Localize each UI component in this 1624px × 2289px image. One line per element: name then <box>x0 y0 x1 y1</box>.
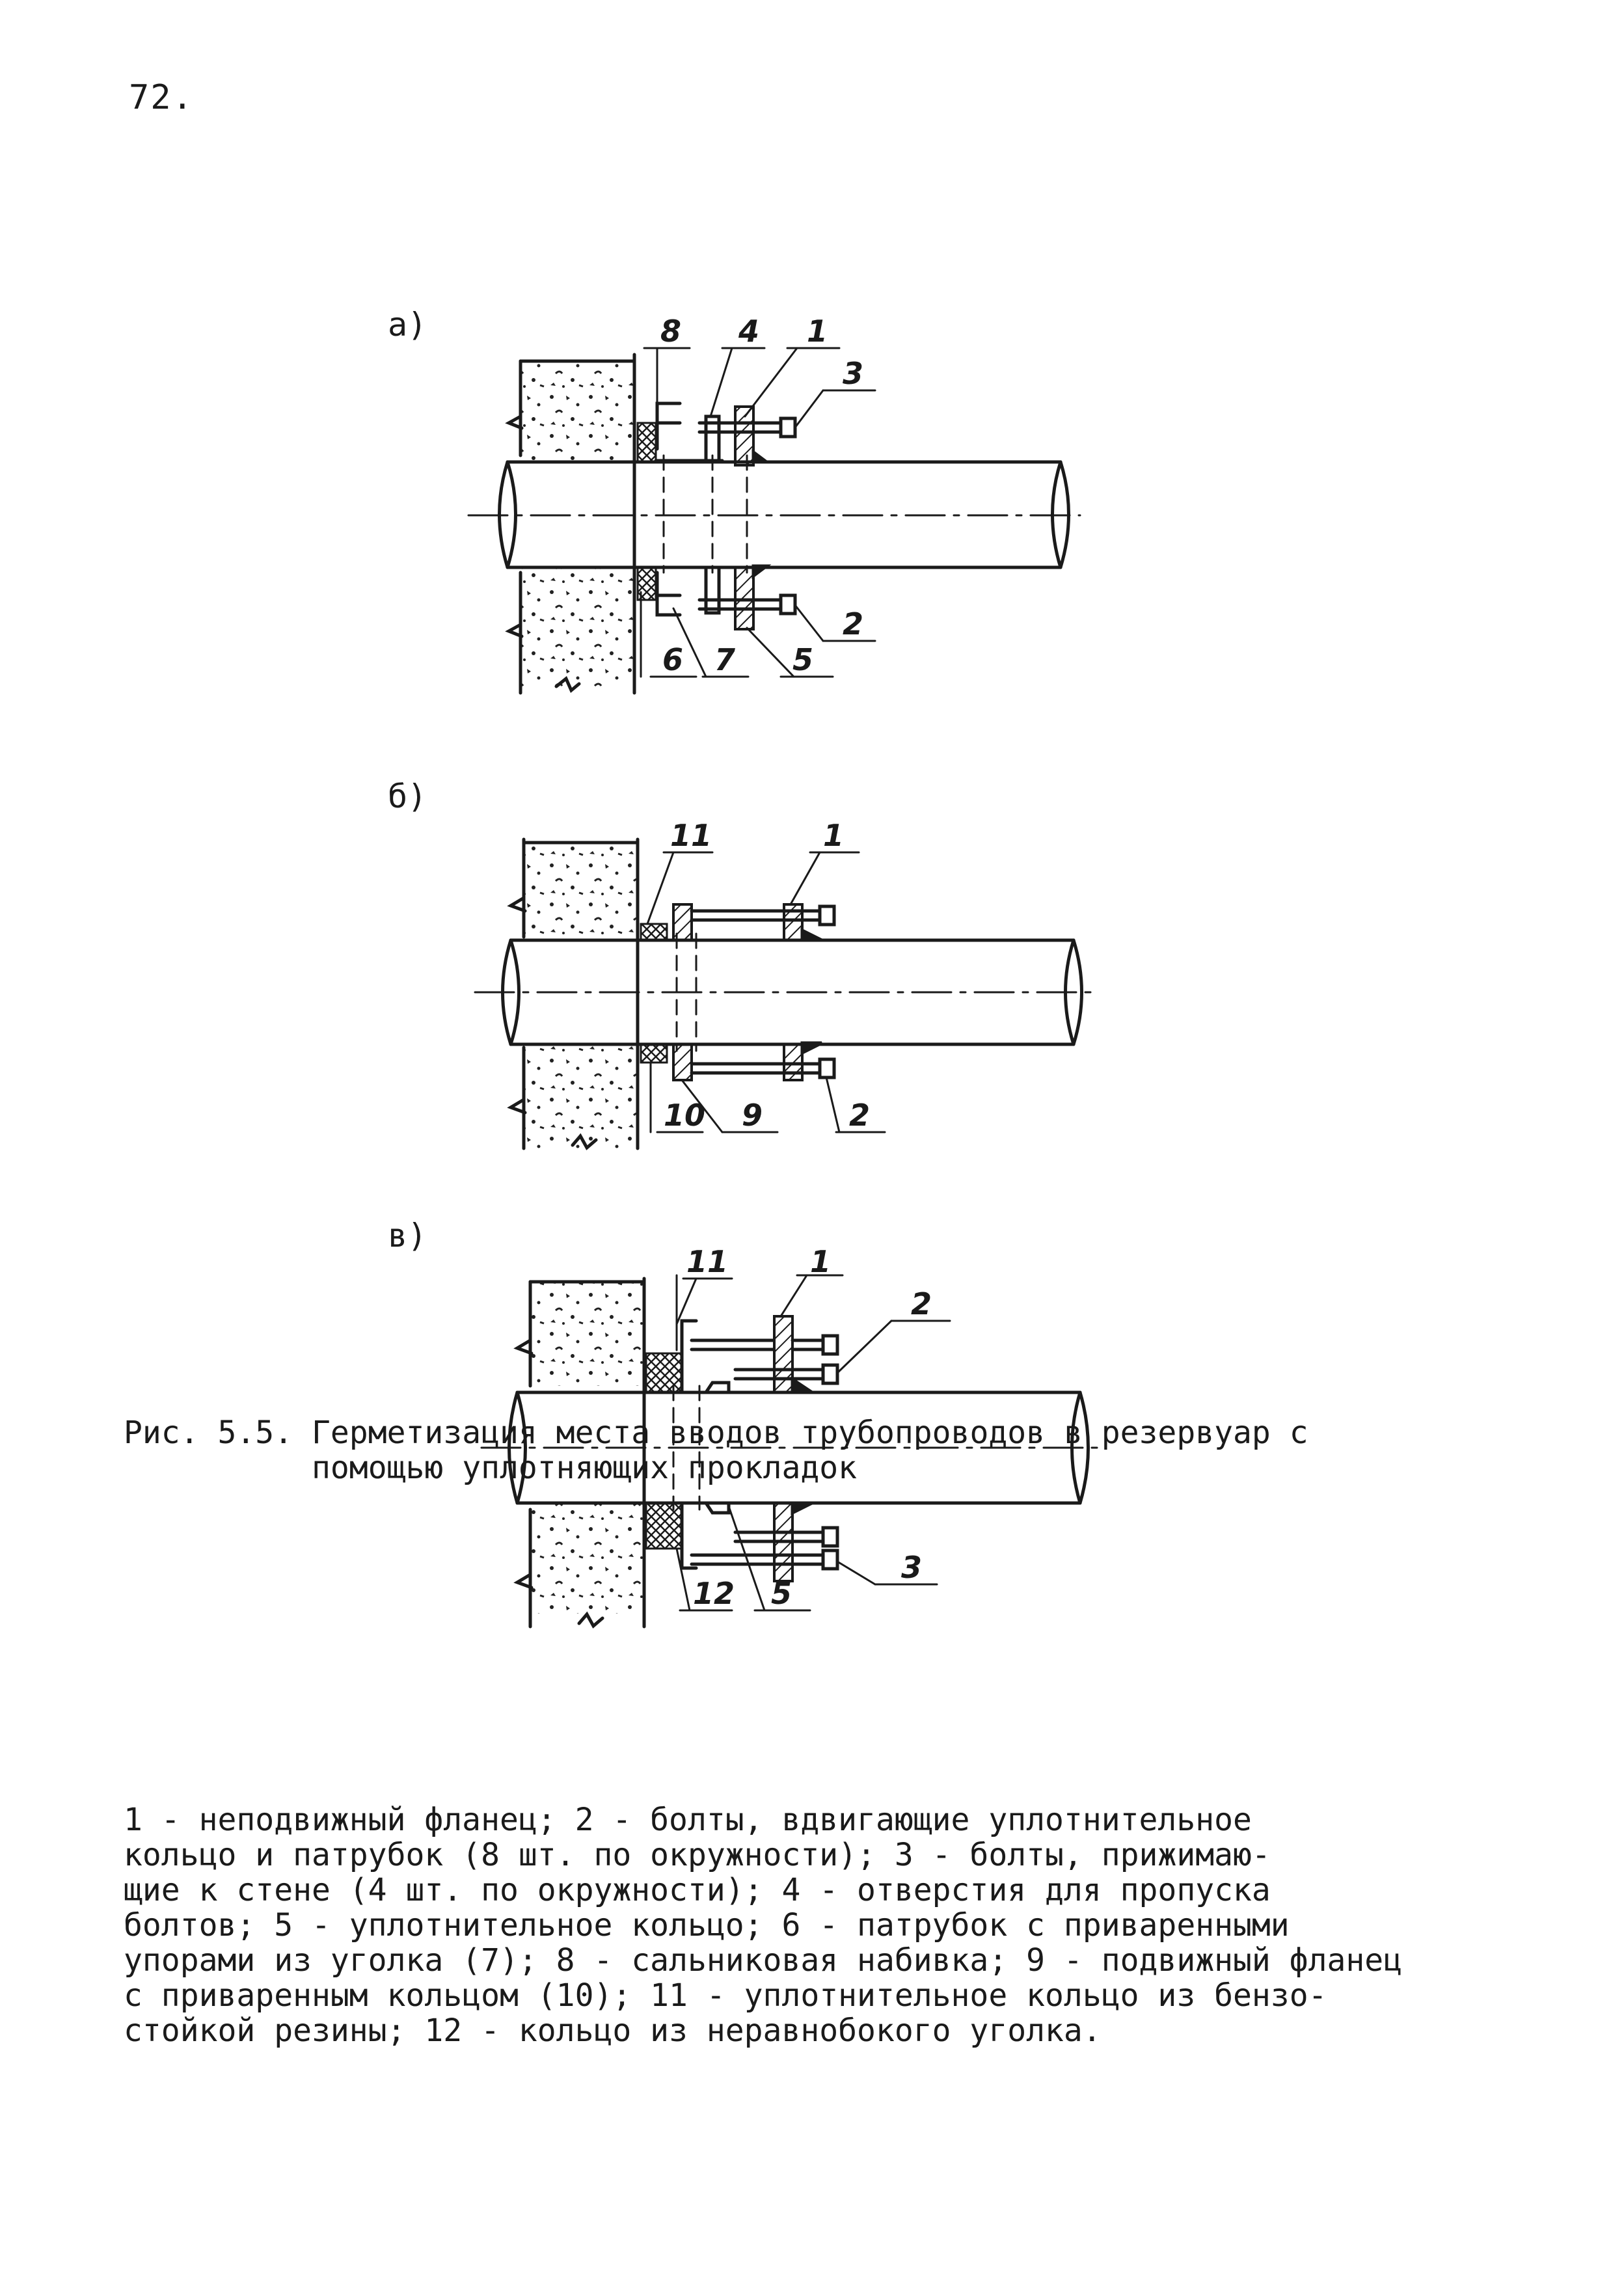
callout-b-10: 10 <box>664 1098 706 1133</box>
page-number: 72. <box>129 78 194 117</box>
figure-a-label: а) <box>388 306 427 344</box>
figure-c-lower-drawing <box>0 1366 1624 1640</box>
callout-a-4: 4 <box>738 314 760 349</box>
figure-c-label: в) <box>388 1217 427 1254</box>
figure-c-callouts <box>686 1244 932 1321</box>
callout-a-8: 8 <box>660 314 682 349</box>
figure-a-drawing <box>468 348 1080 693</box>
figure-legend: 1 - неподвижный фланец; 2 - болты, вдвигающие уплотнительное кольцо и патрубок (8 шт. по окружности); 3 - болты, прижимаю- щие к стене (4 шт. по окружности); 4 - отверстия для пропуска болтов; 5 - уплотнительное кольцо; 6 - патрубок с приваренными упорами из уголка (7); 8 - сальниковая набивка; 9 - подвижный фланец с приваренным кольцом (10); 11 - уплотнительное кольцо из бензо- стойкой резины; 12 - кольцо из неравнобокого уголка. <box>124 1802 1403 2049</box>
callout-c-12: 12 <box>693 1576 735 1611</box>
callout-a-1: 1 <box>807 314 828 349</box>
callout-a-3: 3 <box>843 356 864 391</box>
callout-b-2: 2 <box>849 1098 871 1133</box>
caption-title: Герметизация места вводов трубопроводов в резервуар с помощью уплотняющих прокладок <box>312 1415 1308 1486</box>
callout-b-9: 9 <box>742 1098 763 1133</box>
callout-c-11: 11 <box>686 1244 729 1279</box>
callout-a-2: 2 <box>843 606 864 642</box>
caption-prefix: Рис. 5.5. <box>124 1415 293 1451</box>
figure-b-drawing <box>475 839 1093 1148</box>
callout-c-2: 2 <box>911 1286 932 1321</box>
callout-a-6: 6 <box>662 642 684 677</box>
callout-c-1: 1 <box>810 1244 832 1279</box>
callout-a-5: 5 <box>792 642 814 677</box>
figure-b-callouts <box>664 818 870 1133</box>
callout-c-3: 3 <box>901 1550 923 1585</box>
figure-caption <box>124 1415 1490 1485</box>
figure-b-label: б) <box>388 778 427 815</box>
callout-c-5: 5 <box>771 1576 792 1611</box>
callout-b-1: 1 <box>823 818 845 853</box>
callout-a-7: 7 <box>714 642 736 677</box>
callout-b-11: 11 <box>670 818 712 853</box>
figure-a-callouts <box>660 314 863 677</box>
